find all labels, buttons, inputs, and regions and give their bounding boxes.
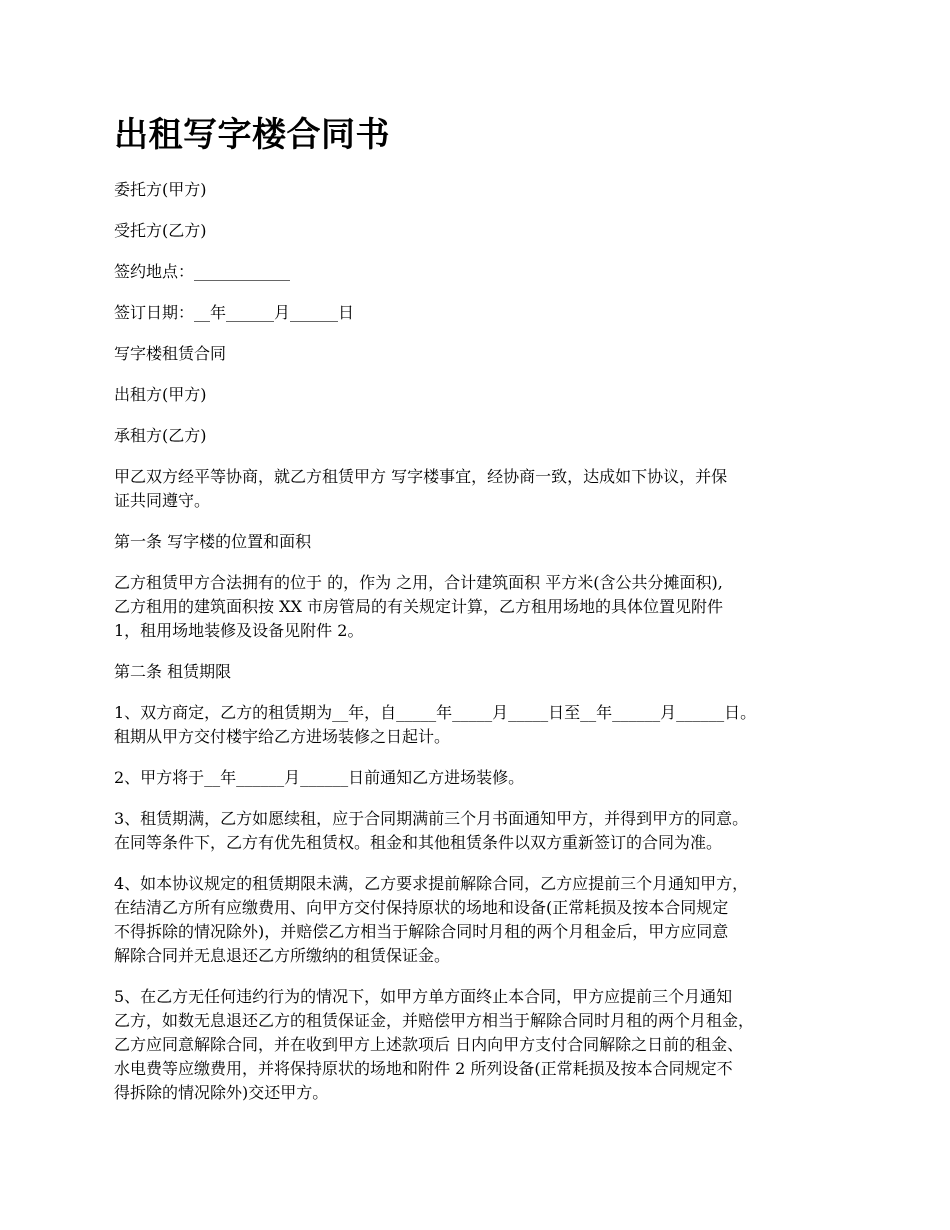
paragraph-line: 委托方(甲方) [114,180,207,199]
paragraph [114,530,854,554]
paragraph [114,342,854,366]
paragraph-line: 在同等条件下，乙方有优先租赁权。租金和其他租赁条件以双方重新签订的合同为准。 [114,833,723,852]
paragraph [114,178,854,202]
paragraph-line: 第二条 租赁期限 [114,662,232,681]
paragraph-line: 1，租用场地装修及设备见附件 2。 [114,621,364,640]
paragraph-line: 甲乙双方经平等协商，就乙方租赁甲方 写字楼事宜，经协商一致，达成如下协议，并保 [114,467,728,486]
paragraph [114,465,854,513]
paragraph [114,260,854,284]
paragraph [114,424,854,448]
paragraph-line: 出租方(甲方) [114,385,207,404]
paragraph-line: 乙方租用的建筑面积按 XX 市房管局的有关规定计算，乙方租用场地的具体位置见附件 [114,597,723,616]
paragraph-line: 写字楼租赁合同 [114,344,227,363]
paragraph-line: 3、租赁期满，乙方如愿续租，应于合同期满前三个月书面通知甲方，并得到甲方的同意。 [114,809,749,828]
paragraph [114,660,854,684]
paragraph-line: 乙方租赁甲方合法拥有的位于 的，作为 之用，合计建筑面积 平方米(含公共分摊面积), [114,573,723,592]
paragraph-line: 不得拆除的情况除外)，并赔偿乙方相当于解除合同时月租的两个月租金后，甲方应同意 [114,922,729,941]
paragraph-line: 水电费等应缴费用，并将保持原状的场地和附件 2 所列设备(正常耗损及按本合同规定不 [114,1059,733,1078]
paragraph-line: 第一条 写字楼的位置和面积 [114,532,312,551]
paragraph-line: 租期从甲方交付楼宇给乙方进场装修之日起计。 [114,727,451,746]
paragraph-line: 签约地点：____________ [114,262,291,281]
document-page [114,112,854,1122]
paragraph [114,807,854,855]
paragraph [114,872,854,968]
document-title: 出租写字楼合同书 [114,115,390,155]
paragraph-line: 签订日期：__年______月______日 [114,303,355,322]
paragraph [114,219,854,243]
paragraph-line: 乙方应同意解除合同，并在收到甲方上述款项后 日内向甲方支付合同解除之日前的租金、 [114,1035,744,1054]
paragraph [114,701,854,749]
paragraph-line: 承租方(乙方) [114,426,207,445]
paragraph-line: 得拆除的情况除外)交还甲方。 [114,1083,329,1102]
paragraph [114,301,854,325]
paragraph [114,571,854,643]
paragraph-line: 解除合同并无息退还乙方所缴纳的租赁保证金。 [114,946,451,965]
paragraph-line: 5、在乙方无任何违约行为的情况下，如甲方单方面终止本合同，甲方应提前三个月通知 [114,987,733,1006]
paragraph [114,383,854,407]
paragraph-line: 乙方，如数无息退还乙方的租赁保证金，并赔偿甲方相当于解除合同时月租的两个月租金， [114,1011,755,1030]
paragraph-line: 证共同遵守。 [114,491,211,510]
paragraph-line: 4、如本协议规定的租赁期限未满，乙方要求提前解除合同，乙方应提前三个月通知甲方， [114,874,749,893]
paragraph-line: 受托方(乙方) [114,221,207,240]
paragraph [114,766,854,790]
paragraph-line: 1、双方商定，乙方的租赁期为__年，自_____年_____月_____日至__年______月______日。 [114,703,757,722]
document-body [114,178,854,1105]
paragraph [114,985,854,1105]
paragraph-line: 2、甲方将于__年______月______日前通知乙方进场装修。 [114,768,525,787]
paragraph-line: 在结清乙方所有应缴费用、向甲方交付保持原状的场地和设备(正常耗损及按本合同规定 [114,898,729,917]
